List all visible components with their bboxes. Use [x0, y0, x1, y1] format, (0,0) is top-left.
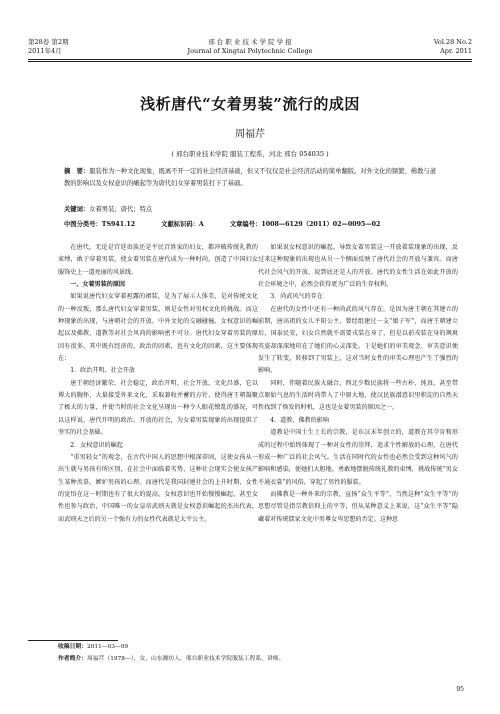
keywords-text: 女着男装；唐代；特点 [89, 206, 153, 213]
keywords [64, 204, 436, 213]
document-code: 文献标识码：A [161, 221, 204, 228]
abstract-label: 摘 要： [64, 168, 90, 175]
paragraph: 4．道教、佛教的影响 [270, 416, 329, 424]
paragraph: 唐王朝经济繁荣、社会稳定，政治开明、社会开放、文化昌盛，它以博大的胸怀，大量接受外来文化，采取兼收并蓄的方针，使得唐王朝凝聚了极大的力量，并使当时的社会文化呈现出一种令人眼花缭乱的盛况，可以这样说，唐代开明的政治、开放的社会，为女着男装现象的出现提供了坚实的社会基础。 [58, 379, 258, 437]
header-rule [28, 59, 472, 60]
article-number: 文章编号：1008—6129（2011）02—0095—02 [229, 221, 381, 228]
header-rule-thin [28, 61, 472, 62]
paragraph: 3．尚武风气的存在 [270, 293, 323, 301]
classification-line [64, 219, 436, 228]
section-heading: 一、女着男装的原因 [70, 281, 126, 289]
abstract-text: 服装作为一种文化现象，既离不开一定的社会经济基础，但又不仅仅是社会经济活动的简单翻版。对外文化的频繁、佛教与道教的影响以及女权意识的崛起等为唐代妇女穿着男装打下了基础。 [64, 168, 437, 187]
paragraph: 同时，伴随着民族大融合，西北少数民族将一些古朴、纯真、甚至带点原始气息的生活时尚带入了中原大地，使汉民族潜意识里积淀的自然天性找到了焕发的时机，这也是女着男装的原因之一。 [258, 379, 458, 412]
date-cn: 2011年4月 [28, 47, 62, 55]
paragraph: 如果说唐代妇女穿着袒露的裙装，是为了展示人体美，是对传统文化的一种反叛，那么唐代妇女穿着男装，则是女性对男权文化的挑战。而这种现象的出现，与唐朝社会的开放、中外文化的交融碰撞、女权意识的崛起以及佛教、道教等对社会风尚的影响密不可分。唐代妇女穿着男装的原因有很多，其中既有经济的、政治的因素，也有文化的因素，这主要体现在： [58, 293, 258, 363]
body-column-right [258, 242, 458, 526]
abstract [64, 166, 436, 190]
paragraph: 如果说女权意识的崛起，导致女着男装这一开放着装现象的出现，反过来这种现象的出现也从另一个侧面反映了唐代社会的开放与兼容。而唐代社会风气的开放，说到底还是人的开放。唐代的女性生活在如此开放的社会环境之中，必然会获得更为广泛的生存权利。 [258, 244, 458, 289]
paragraph: “重男轻女”的观念，在古代中国人的思想中根深蒂固，这使女孩从一出生就与男孩有所区别，在社会中面临着劣势，这种社会现实会使女孩产生某种羡慕、嫉妒男孩的心理。而唐代是我国封建社会的上升时期，女性的觉悟在这一时期也有了很大的提高，女权意识也开始慢慢崛起，甚至女性也参与政治，中国唯一的女皇帝武则天就是女权意识崛起的杰出代表，而武则天之后的另一个强有力的女性代表就是太平公主。 [58, 453, 258, 523]
paragraph: 道教是中国土生土长的宗教，是东汉末年创立的，道教在其孕育和形成的过程中始终体现了一种对女性的崇拜，追求个性解放的心理，在唐代形成一种广泛的社会风气。生活在同时代的女性也必然会受到这种风气的影响和感染，使她们大胆地、勇敢地摆脱传统礼教的束缚，挑战传统“男女不通衣裳”的风俗，穿起了男性的服装。 [258, 429, 458, 486]
article-author: 周福芹 [235, 129, 265, 140]
paragraph: 在唐代的女性中还有一种尚武的风气存在，是因为唐王朝在其建立的前期，唐高祖的女儿平阳公主，曾经组建过一支“娘子军”，而唐王朝建立后，国泰民安，妇女自然就不需要戎装在身了，但是以前戎装在身的飒爽英姿却深深地印在了她们的心灵深处。于是她们的审美观念、审美意识便发生了转变，转移到了男装上，这对当时女性的审美心理也产生了强烈的影响。 [258, 305, 458, 375]
date-en: Apr. 2011 [440, 47, 472, 55]
header-center [28, 38, 472, 56]
keywords-label: 关键词： [64, 206, 90, 213]
paragraph: 2．女权意识的崛起 [70, 441, 123, 449]
paragraph: 在唐代，无论是宫廷贵族还是平民百姓家的妇女，都冲破传统礼教的束缚，敢于穿着男装，使女着男装在唐代成为一种时尚，创造了中国妇女服饰史上一道亮丽的风景线。 [58, 244, 258, 276]
received-date: 收稿日期：2011—03—09 [58, 644, 129, 650]
clc-number: 中图分类号：TS941.12 [64, 221, 136, 228]
author-affiliation: ( 邢台职业技术学院 服装工程系，河北 邢台 054035 ) [171, 150, 329, 158]
journal-name-en: Journal of Xingtai Polytechnic College [187, 47, 313, 55]
page-number: 95 [456, 686, 464, 693]
paragraph: 1．政治开明、社会开放 [70, 367, 136, 375]
header-right [434, 38, 472, 56]
journal-name-cn: 邢 台 职 业 技 术 学 院 学 报 [208, 38, 292, 46]
volume-issue-en: Vol.28 No.2 [433, 38, 472, 46]
paragraph: 而佛教是一种外来的宗教，宣扬“众生平等”，当然这种“众生平等”的思想尽管是指宗教信仰上的平等，但从某种意义上来说，这“众生平等”隐藏着对传统儒家文化中男尊女卑思想的否定。这种思 [258, 490, 458, 523]
article-title: 浅析唐代“女着男装”流行的成因 [140, 95, 360, 113]
footnote-rule [28, 640, 118, 641]
body-column-left [58, 242, 258, 526]
volume-issue-cn: 第28卷 第2期 [28, 38, 69, 46]
author-bio: 作者简介：周福芹（1978—），女，山东潍坊人，邢台职业技术学院服装工程系，讲师。 [58, 656, 285, 662]
